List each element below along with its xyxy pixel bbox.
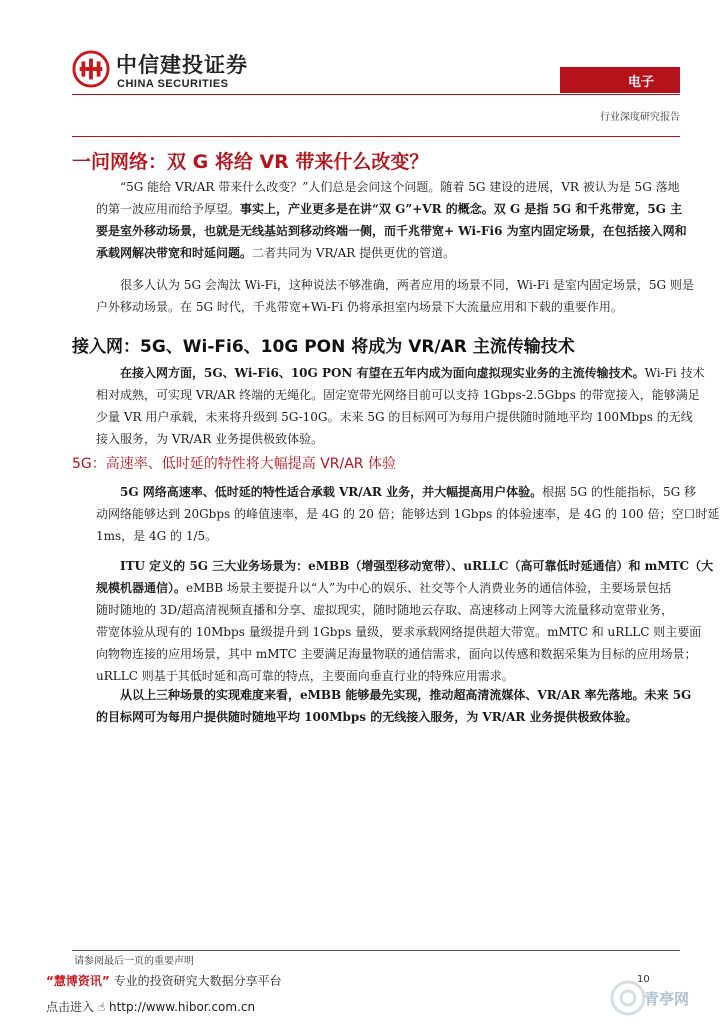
click-label[interactable]: 点击进入 (46, 1000, 95, 1014)
promo-brand: “慧博资讯” (46, 974, 110, 988)
promo-link-line[interactable] (46, 998, 255, 1015)
paragraph-line: 5G 网络高速率、低时延的特性适合承载 VR/AR 业务，并大幅提高用户体验。根据 5G 的性能指标，5G 移 (120, 485, 696, 499)
disclaimer: 请参阅最后一页的重要声明 (74, 956, 194, 967)
brand-name-en: CHINA SECURITIES (117, 78, 229, 90)
sector-bar (560, 67, 680, 93)
promo-line (46, 972, 282, 989)
paragraph-line: 要是室外移动场景，也就是无线基站到移动终端一侧，而千兆带宽+ Wi-Fi6 为室内固定场景，在包括接入网和 (96, 224, 687, 238)
header-divider (72, 94, 680, 95)
paragraph-line: 动网络能够达到 20Gbps 的峰值速率，是 4G 的 20 倍；能够达到 1Gbps 的体验速率，是 4G 的 100 倍；空口时延 (96, 507, 720, 521)
sector-label: 电子 (628, 75, 655, 90)
brand-name-cn: 中信建投证券 (116, 53, 248, 77)
watermark-text: 青亭网 (644, 990, 690, 1008)
section-title-2: 接入网：5G、Wi-Fi6、10G PON 将成为 VR/AR 主流传输技术 (72, 337, 575, 357)
paragraph-line: 接入服务，为 VR/AR 业务提供极致体验。 (96, 432, 324, 446)
paragraph-line: 随时随地的 3D/超高清视频直播和分享、虚拟现实，随时随地云存取、高速移动上网等大流量移动宽带业务， (96, 603, 674, 617)
paragraph-line: 带宽体验从现有的 10Mbps 量级提升到 1Gbps 量级，要求承载网络提供超大带宽。mMTC 和 uRLLC 则主要面 (96, 625, 702, 639)
paragraph-line: 很多人认为 5G 会淘汰 Wi-Fi，这种说法不够准确，两者应用的场景不同，Wi-Fi 是室内固定场景，5G 则是 (120, 278, 694, 292)
footer-divider (72, 950, 680, 951)
promo-text: 专业的投资研究大数据分享平台 (113, 974, 282, 988)
paragraph-line: 户外移动场景。在 5G 时代，千兆带宽+Wi-Fi 仍将承担室内场景下大流量应用和下载的重要作用。 (96, 300, 623, 314)
paragraph-line: 的第一波应用而给予厚望。事实上，产业更多是在讲“双 G”+VR 的概念。双 G 是指 5G 和千兆带宽，5G 主 (96, 202, 683, 216)
page-number: 10 (637, 974, 650, 985)
paragraph-line: 承载网解决带宽和时延问题。二者共同为 VR/AR 提供更优的管道。 (96, 246, 456, 260)
paragraph-line: 在接入网方面，5G、Wi-Fi6、10G PON 有望在五年内成为面向虚拟现实业务的主流传输技术。Wi-Fi 技术 (120, 366, 705, 380)
paragraph-line: 的目标网可为每用户提供随时随地平均 100Mbps 的无线接入服务，为 VR/AR 业务提供极致体验。 (96, 710, 638, 724)
paragraph-line: 从以上三种场景的实现难度来看，eMBB 能够最先实现，推动超高清流媒体、VR/AR 率先落地。未来 5G (120, 688, 692, 702)
section-divider (72, 136, 680, 137)
report-type: 行业深度研究报告 (600, 112, 680, 123)
paragraph-line: 少量 VR 用户承载，未来将升级到 5G-10G。未来 5G 的目标网可为每用户提供随时随地平均 100Mbps 的无线 (96, 410, 693, 424)
paragraph-line: ITU 定义的 5G 三大业务场景为：eMBB（增强型移动宽带）、uRLLC（高可靠低时延通信）和 mMTC（大 (120, 559, 714, 573)
section-title-3: 5G：高速率、低时延的特性将大幅提高 VR/AR 体验 (72, 456, 396, 472)
paragraph-line: 向物物连接的应用场景，其中 mMTC 主要满足海量物联的通信需求，面向以传感和数据采集为目标的应用场景； (96, 647, 697, 661)
paragraph-line: uRLLC 则基于其低时延和高可靠的特点，主要面向垂直行业的特殊应用需求。 (96, 669, 514, 683)
paragraph-line: 规模机器通信）。eMBB 场景主要提升以“人”为中心的娱乐、社交等个人消费业务的通信体验，主要场景包括 (96, 581, 672, 595)
promo-url[interactable]: http://www.hibor.com.cn (108, 1000, 256, 1014)
paragraph-line: 相对成熟，可实现 VR/AR 终端的无绳化。固定宽带光网络目前可以支持 1Gbps-2.5Gbps 的带宽接入，能够满足 (96, 388, 700, 402)
citic-logo-icon (72, 50, 110, 88)
pointer-icon: ☝ (97, 1000, 106, 1014)
section-title-1: 一问网络：双 G 将给 VR 带来什么改变？ (72, 151, 429, 173)
paragraph-line: 1ms，是 4G 的 1/5。 (96, 529, 218, 543)
paragraph-line: “5G 能给 VR/AR 带来什么改变？”人们总是会问这个问题。随着 5G 建设的进展，VR 被认为是 5G 落地 (120, 180, 680, 194)
